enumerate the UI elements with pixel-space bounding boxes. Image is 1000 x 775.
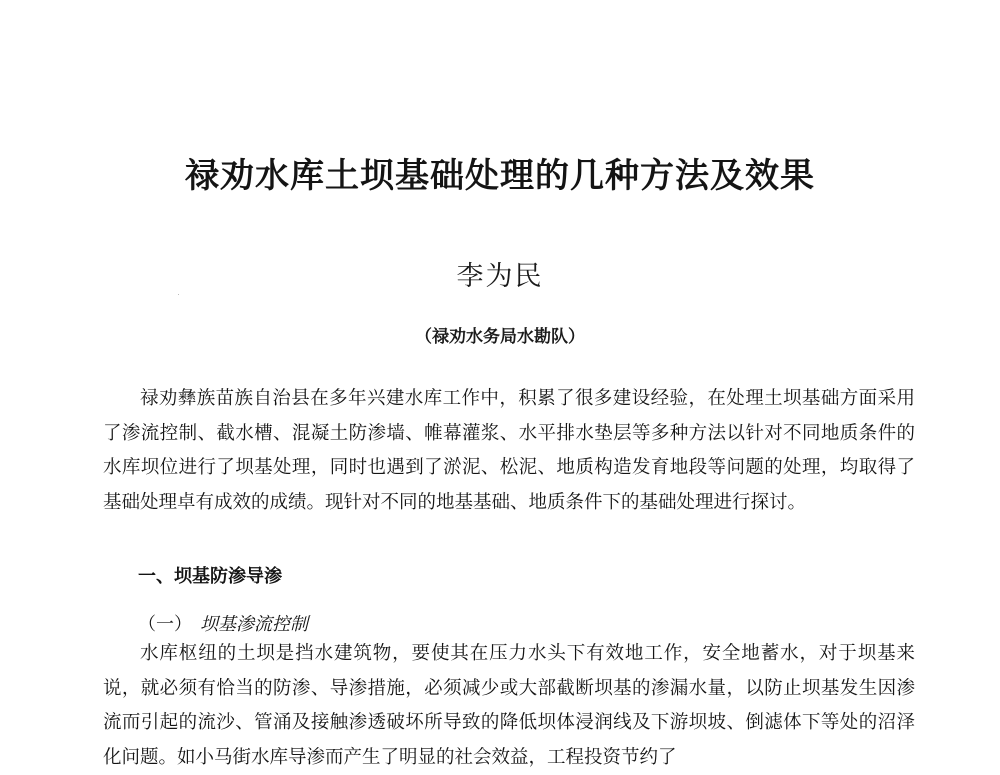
scan-speck bbox=[178, 294, 179, 295]
paper-title: 禄劝水库土坝基础处理的几种方法及效果 bbox=[185, 156, 815, 196]
author-name: 李为民 bbox=[456, 261, 544, 292]
subsection-title: 坝基渗流控制 bbox=[200, 614, 308, 635]
subsection-heading bbox=[138, 610, 308, 636]
author-affiliation: （禄劝水务局水勘队） bbox=[415, 327, 585, 347]
body-paragraph: 水库枢纽的土坝是挡水建筑物，要使其在压力水头下有效地工作，安全地蓄水，对于坝基来说，就必须有恰当的防渗、导渗措施，必须减少或大部截断坝基的渗漏水量，以防止坝基发生因渗流而引起的流沙、管涌及接触渗透破坏所导致的降低坝体浸润线及下游坝坡、倒滤体下等处的沼泽化问题。如小马街水库导渗而产生了明显的社会效益，工程投资节约了 bbox=[103, 643, 915, 768]
section-heading: 一、坝基防渗导渗 bbox=[138, 566, 282, 587]
subsection-number: （一） bbox=[138, 614, 192, 635]
intro-paragraph: 禄劝彝族苗族自治县在多年兴建水库工作中，积累了很多建设经验，在处理土坝基础方面采用了渗流控制、截水槽、混凝土防渗墙、帷幕灌浆、水平排水垫层等多种方法以针对不同地质条件的水库坝位进行了坝基处理，同时也遇到了淤泥、松泥、地质构造发育地段等问题的处理，均取得了基础处理卓有成效的成绩。现针对不同的地基基础、地质条件下的基础处理进行探讨。 bbox=[103, 388, 915, 513]
